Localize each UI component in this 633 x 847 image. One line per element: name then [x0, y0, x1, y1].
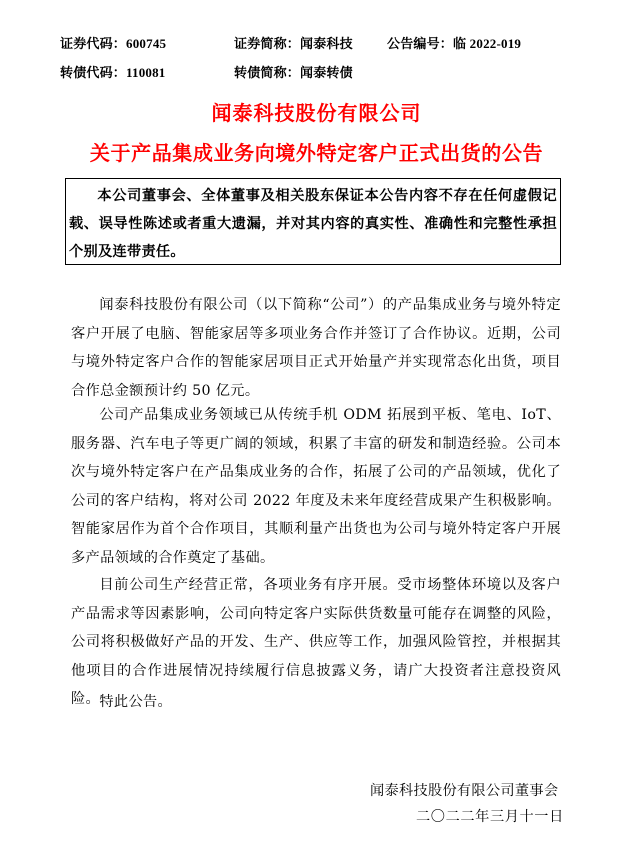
signature-issuer: 闻泰科技股份有限公司董事会: [370, 783, 559, 799]
value: 600745: [126, 36, 167, 51]
value: 110081: [126, 65, 166, 80]
disclaimer-text: 本公司董事会、全体董事及相关股东保证本公告内容不存在任何虚假记载、误导性陈述或者重大遗漏，并对其内容的真实性、准确性和完整性承担个别及连带责任。: [69, 188, 557, 260]
header-bond-name: [234, 62, 353, 81]
signature-date: 二〇二二年三月十一日: [416, 809, 564, 825]
label: 转债简称：: [234, 66, 301, 81]
paragraph-cooperation: 闻泰科技股份有限公司（以下简称“公司”）的产品集成业务与境外特定客户开展了电脑、智能家居等多项业务合作并签订了合作协议。近期，公司与境外特定客户合作的智能家居项目正式开始量产并实现常态化出货，项目合作总金额预计约 50 亿元。: [71, 297, 561, 399]
value: 临 2022-019: [453, 36, 522, 51]
value: 闻泰科技: [300, 37, 353, 52]
value: 闻泰转债: [300, 66, 353, 81]
paragraph-risk: 目前公司生产经营正常，各项业务有序开展。受市场整体环境以及客户产品需求等因素影响，公司向特定客户实际供货数量可能存在调整的风险，公司将积极做好产品的开发、生产、供应等工作，加强风险管控，并根据其他项目的合作进展情况持续履行信息披露义务，请广大投资者注意投资风险。: [71, 577, 561, 707]
label: 证券代码：: [60, 37, 127, 52]
paragraph-business-scope: 公司产品集成业务领域已从传统手机 ODM 拓展到平板、笔电、IoT、服务器、汽车电子等更广阔的领域，积累了丰富的研发和制造经验。公司本次与境外特定客户在产品集成业务的合作，拓展了公司的产品领域，优化了公司的客户结构，将对公司 2022 年度及未来年度经营成果产生积极影响。智能家居作为首个合作项目，其顺利量产出货也为公司与境外特定客户开展多产品领域的合作奠定了基础。: [71, 407, 561, 566]
header-securities-code: [60, 33, 166, 52]
label: 转债代码：: [60, 66, 127, 81]
header-bond-code: [60, 62, 166, 81]
header-securities-name: [234, 33, 353, 52]
label: 公告编号：: [387, 37, 454, 52]
header-announcement-number: [387, 33, 521, 52]
disclaimer-box: [65, 178, 561, 265]
paragraph-closing: 特此公告。: [99, 694, 173, 710]
label: 证券简称：: [234, 37, 301, 52]
company-title: 闻泰科技股份有限公司: [211, 101, 422, 125]
announcement-title: 关于产品集成业务向境外特定客户正式出货的公告: [89, 141, 544, 165]
